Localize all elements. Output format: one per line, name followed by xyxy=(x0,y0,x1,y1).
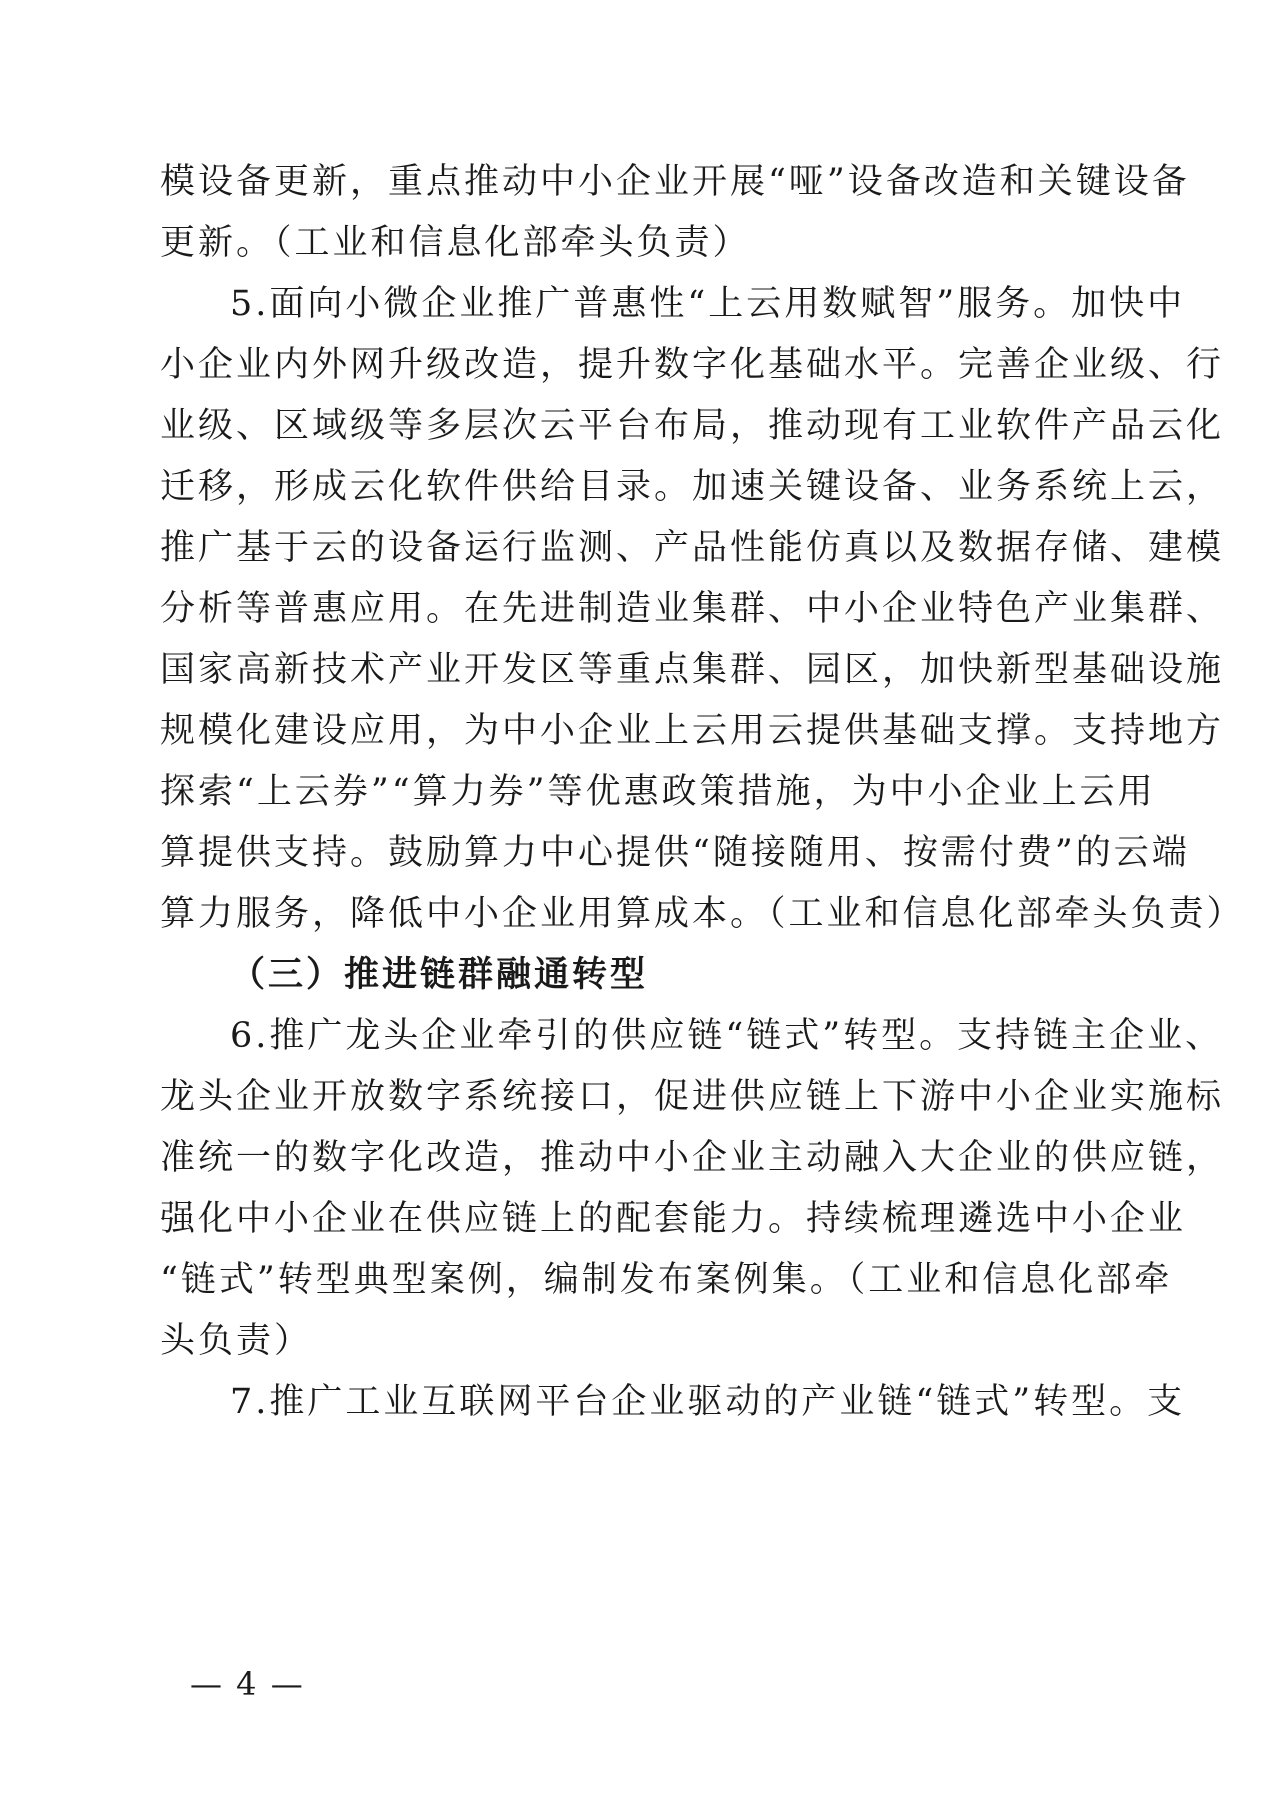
text-line: 模设备更新，重点推动中小企业开展“哑”设备改造和关键设备 xyxy=(160,162,1190,202)
text-line: “链式”转型典型案例，编制发布案例集。（工业和信息化部牵 xyxy=(160,1260,1173,1300)
item-6-heading-line: 6.推广龙头企业牵引的供应链“链式”转型。支持链主企业、 xyxy=(230,1016,1224,1056)
text-line: 算提供支持。鼓励算力中心提供“随接随用、按需付费”的云端 xyxy=(160,833,1190,873)
text-line: 强化中小企业在供应链上的配套能力。持续梳理遴选中小企业 xyxy=(160,1199,1187,1239)
text-line: 算力服务，降低中小企业用算成本。（工业和信息化部牵头负责） xyxy=(160,894,1245,934)
text-line: 业级、区域级等多层次云平台布局，推动现有工业软件产品云化 xyxy=(160,406,1225,446)
text-line: 准统一的数字化改造，推动中小企业主动融入大企业的供应链， xyxy=(160,1138,1225,1178)
item-7-heading-line: 7.推广工业互联网平台企业驱动的产业链“链式”转型。支 xyxy=(230,1382,1186,1422)
text-line: 迁移，形成云化软件供给目录。加速关键设备、业务系统上云， xyxy=(160,467,1225,507)
text-line: 推广基于云的设备运行监测、产品性能仿真以及数据存储、建模 xyxy=(160,528,1225,568)
text-line: 龙头企业开放数字系统接口，促进供应链上下游中小企业实施标 xyxy=(160,1077,1225,1117)
text-line: 更新。（工业和信息化部牵头负责） xyxy=(160,223,751,263)
text-line: 分析等普惠应用。在先进制造业集群、中小企业特色产业集群、 xyxy=(160,589,1225,629)
text-line: 规模化建设应用，为中小企业上云用云提供基础支撑。支持地方 xyxy=(160,711,1225,751)
section-heading: （三）推进链群融通转型 xyxy=(230,954,649,995)
text-line: 探索“上云券”“算力券”等优惠政策措施，为中小企业上云用 xyxy=(160,772,1156,812)
item-5-heading-line: 5.面向小微企业推广普惠性“上云用数赋智”服务。加快中 xyxy=(230,284,1186,324)
text-line: 头负责） xyxy=(160,1321,313,1361)
text-line: 国家高新技术产业开发区等重点集群、园区，加快新型基础设施 xyxy=(160,650,1225,690)
text-line: 小企业内外网升级改造，提升数字化基础水平。完善企业级、行 xyxy=(160,345,1225,385)
page-number: — 4 — xyxy=(190,1665,305,1703)
